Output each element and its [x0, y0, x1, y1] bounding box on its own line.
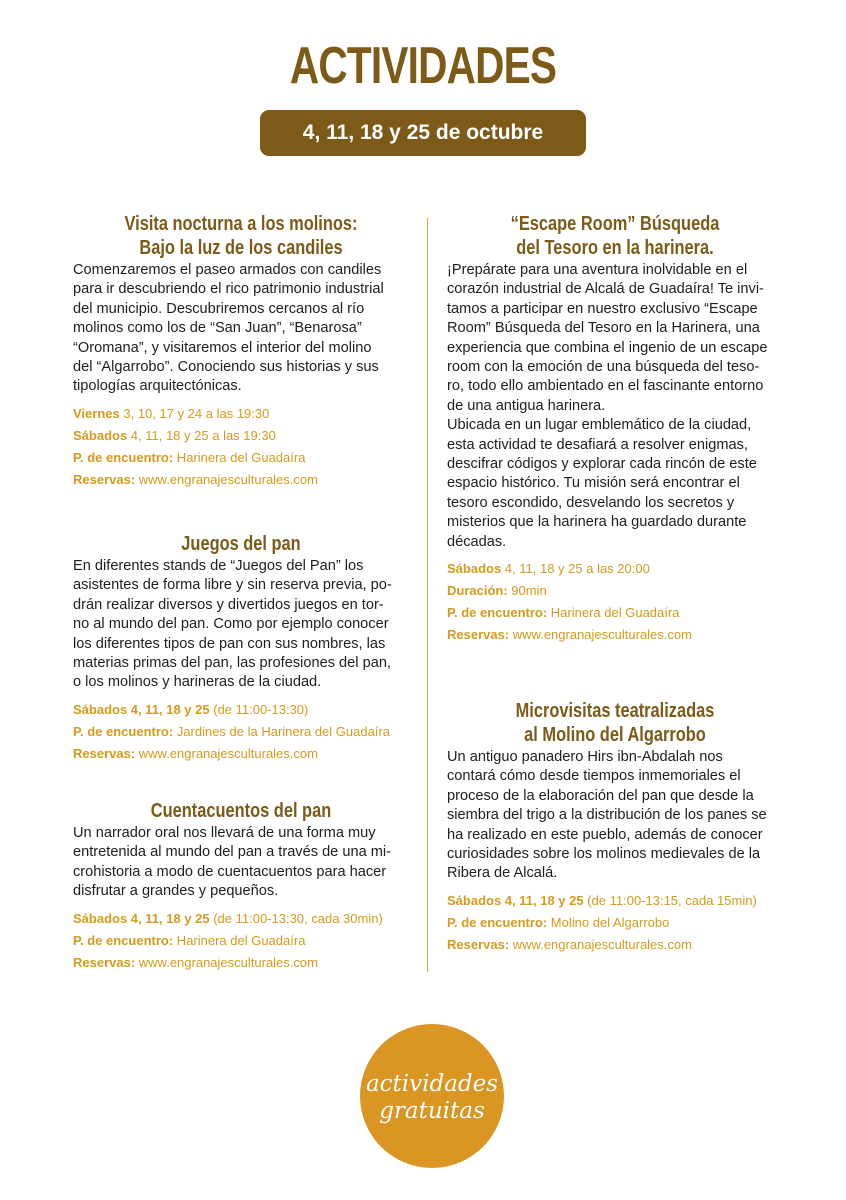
text-line: corazón industrial de Alcalá de Guadaíra! Te invi- — [447, 281, 764, 298]
text-line: tamos a participar en nuestro exclusivo “Escape — [447, 300, 758, 317]
activity-heading: “Escape Room” Búsqueda — [510, 213, 720, 235]
reservations-link[interactable]: Reservas: www.engranajesculturales.com — [73, 471, 318, 487]
text-line: siembra del trigo a la distribución de los panes se — [447, 807, 767, 824]
reservations-link[interactable]: Reservas: www.engranajesculturales.com — [73, 745, 318, 761]
text-line: crohistoria a modo de cuentacuentos para hacer — [73, 863, 387, 880]
text-line: décadas. — [447, 533, 507, 550]
activity-heading: Bajo la luz de los candiles — [139, 237, 343, 259]
badge-line: gratuitas — [379, 1098, 485, 1124]
duration: Duración: 90min — [447, 583, 547, 599]
activity-juegos-del-pan — [73, 532, 409, 761]
activity-microvisitas — [447, 699, 783, 952]
activity-description — [73, 557, 409, 693]
text-line: no al mundo del pan. Como por ejemplo conocer — [73, 616, 389, 633]
info-line: Sábados 4, 11, 18 y 25 (de 11:00-13:30) — [73, 701, 309, 717]
text-line: proceso de la elaboración del pan que desde la — [447, 787, 754, 804]
text-line: descifrar códigos y explorar cada rincón de este — [447, 456, 757, 473]
info-line: Sábados 4, 11, 18 y 25 a las 19:30 — [73, 427, 276, 443]
reservations-link[interactable]: Reservas: www.engranajesculturales.com — [447, 936, 692, 952]
text-line: del “Algarrobo”. Conociendo sus historias y sus — [73, 359, 379, 376]
text-line: misterios que la harinera ha guardado durante — [447, 514, 747, 531]
activity-description — [73, 824, 409, 902]
meeting-point: P. de encuentro: Harinera del Guadaíra — [73, 449, 306, 465]
activity-heading: Juegos del pan — [181, 533, 301, 555]
text-line: Ribera de Alcalá. — [447, 865, 558, 882]
text-line: esta actividad te desafiará a resolver enigmas, — [447, 436, 748, 453]
badge-line: actividades — [365, 1071, 499, 1097]
text-line: “Oromana”, y visitaremos el interior del molino — [73, 339, 372, 356]
date-banner: 4, 11, 18 y 25 de octubre — [260, 110, 586, 156]
text-line: Un narrador oral nos llevará de una forma muy — [73, 825, 376, 841]
text-line: de una antigua harinera. — [447, 397, 606, 414]
text-line: Comenzaremos el paseo armados con candiles — [73, 262, 382, 278]
text-line: ro, todo ello ambientado en el fascinante entorno — [447, 378, 764, 395]
info-line: Sábados 4, 11, 18 y 25 (de 11:00-13:30, cada 30min) — [73, 910, 383, 926]
reservations-link[interactable]: Reservas: www.engranajesculturales.com — [73, 954, 318, 970]
free-activities-badge — [360, 1024, 504, 1168]
text-line: materias primas del pan, las profesiones del pan, — [73, 655, 391, 672]
info-line: Sábados 4, 11, 18 y 25 a las 20:00 — [447, 561, 650, 577]
text-line: tesoro escondido, desvelando los secretos y — [447, 494, 735, 511]
activity-visita-nocturna — [73, 212, 409, 487]
text-line: molinos como los de “San Juan”, “Benarosa” — [73, 320, 362, 337]
text-line: room con la emoción de una búsqueda del teso- — [447, 359, 760, 376]
text-line: los diferentes tipos de pan con sus nombres, las — [73, 635, 386, 652]
text-line: ¡Prepárate para una aventura inolvidable en el — [447, 262, 748, 278]
text-line: contará cómo desde tiempos inmemoriales el — [447, 768, 741, 785]
meeting-point: P. de encuentro: Harinera del Guadaíra — [73, 932, 306, 948]
info-line: Sábados 4, 11, 18 y 25 (de 11:00-13:15, cada 15min) — [447, 892, 757, 908]
meeting-point: P. de encuentro: Jardines de la Harinera del Guadaíra — [73, 723, 390, 739]
page-title: ACTIVIDADES — [289, 37, 557, 95]
meeting-point: P. de encuentro: Harinera del Guadaíra — [447, 605, 680, 621]
text-line: para ir descubriendo el rico patrimonio industrial — [73, 281, 384, 298]
text-line: espacio histórico. Tu misión será encontrar el — [447, 475, 740, 492]
activity-heading: Cuentacuentos del pan — [150, 800, 332, 822]
info-line: Viernes 3, 10, 17 y 24 a las 19:30 — [73, 405, 270, 421]
activity-heading: Microvisitas teatralizadas — [515, 700, 715, 722]
text-line: Room” Búsqueda del Tesoro en la Harinera, una — [447, 320, 760, 337]
text-line: curiosidades sobre los molinos medievales de la — [447, 846, 761, 863]
meeting-point: P. de encuentro: Molino del Algarrobo — [447, 914, 670, 930]
reservations-link[interactable]: Reservas: www.engranajesculturales.com — [447, 627, 692, 643]
text-line: Un antiguo panadero Hirs ibn-Abdalah nos — [447, 749, 723, 765]
activity-description — [447, 748, 783, 884]
text-line: asistentes de forma libre y sin reserva previa, po- — [73, 577, 392, 594]
text-line: ha realizado en este pueblo, además de conocer — [447, 826, 763, 843]
activity-description — [73, 261, 409, 397]
text-line: En diferentes stands de “Juegos del Pan” los — [73, 558, 364, 574]
text-line: del municipio. Descubriremos cercanos al río — [73, 300, 365, 317]
activity-heading: al Molino del Algarrobo — [524, 724, 706, 746]
column-divider — [427, 218, 428, 972]
text-line: tipologías arquitectónicas. — [73, 378, 242, 395]
activity-heading: del Tesoro en la harinera. — [516, 237, 714, 259]
activity-heading: Visita nocturna a los molinos: — [124, 213, 358, 235]
activity-cuentacuentos — [73, 799, 409, 970]
text-line: disfrutar a grandes y pequeños. — [73, 883, 279, 900]
text-line: entretenida al mundo del pan a través de una mi- — [73, 844, 392, 861]
activity-description — [447, 261, 783, 552]
text-line: experiencia que combina el ingenio de un escape — [447, 339, 768, 356]
text-line: o los molinos y harineras de la ciudad. — [73, 674, 322, 691]
text-line: Ubicada en un lugar emblemático de la ciudad, — [447, 417, 752, 434]
text-line: drán realizar diversos y divertidos juegos en tor- — [73, 596, 384, 613]
activity-escape-room — [447, 212, 783, 642]
